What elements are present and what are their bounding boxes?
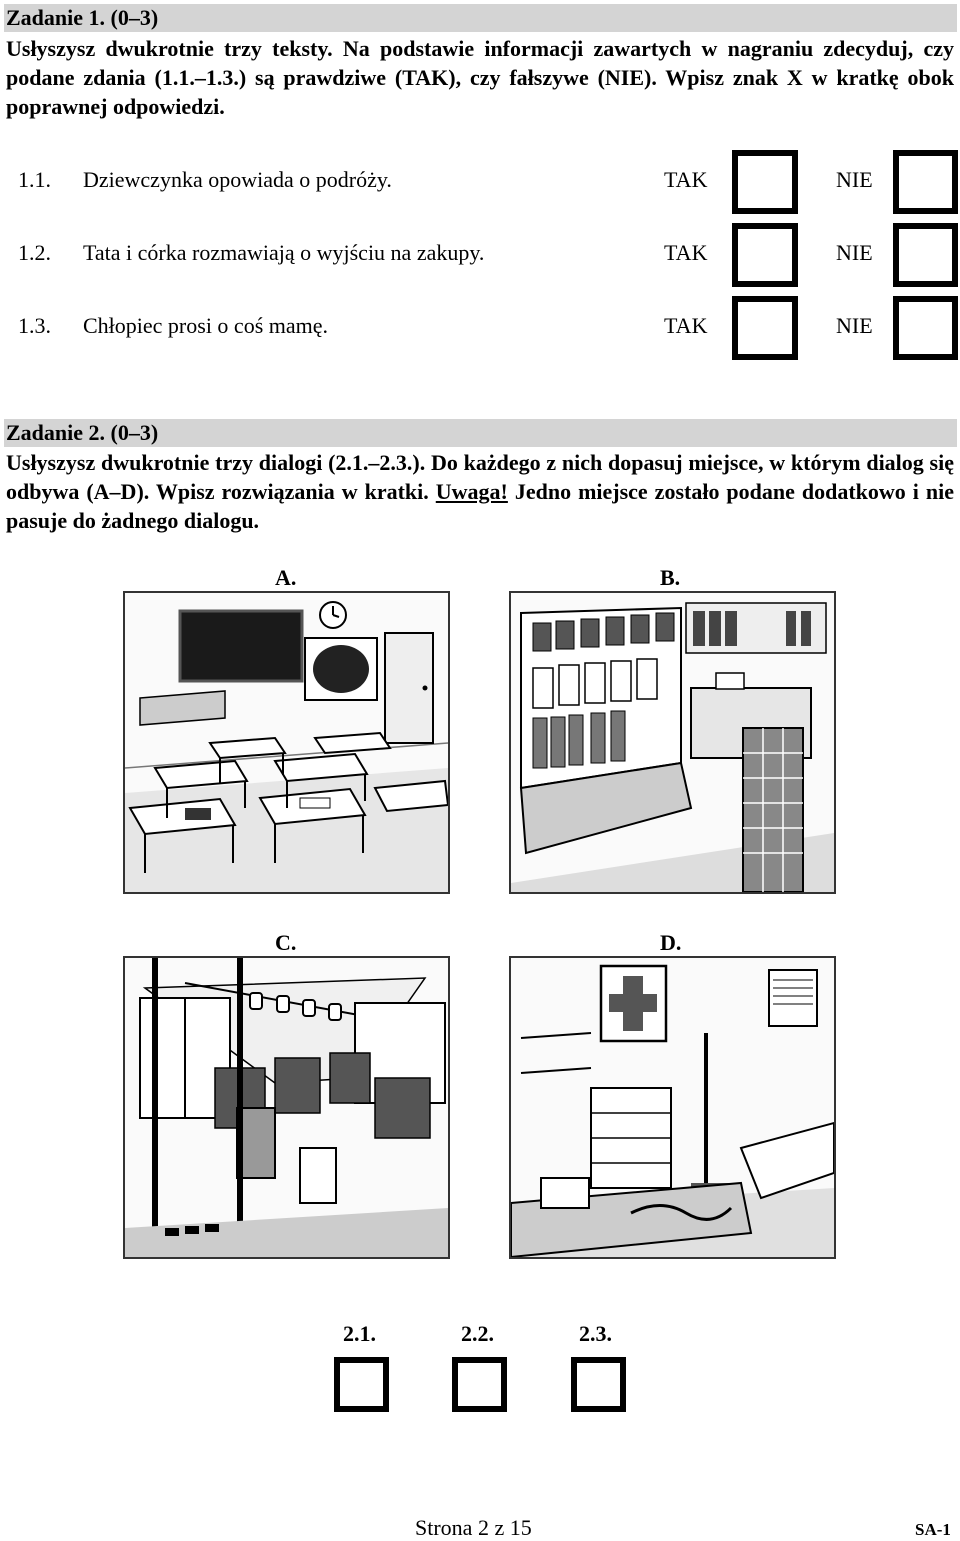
answer-box-1-2-tak[interactable]	[732, 223, 798, 287]
handle-icon	[329, 1004, 341, 1020]
book-icon	[185, 808, 211, 820]
bus-illustration	[125, 958, 448, 1257]
picture-label-b: B.	[660, 565, 681, 590]
task1-instruction: Usłyszysz dwukrotnie trzy teksty. Na podstawie informacji zawartych w nagraniu zdecyduj, czy podane zdania (1.1.–1.3.) są prawdziwe (TAK), czy fałszywe (NIE). Wpisz znak X w kratkę obok poprawnej odpowiedzi.	[6, 36, 954, 119]
shop-illustration	[511, 593, 834, 892]
answer-box-1-1-nie[interactable]	[893, 150, 958, 214]
book-icon	[300, 798, 330, 808]
statement-number: 1.1.	[18, 167, 51, 192]
answer-box-1-1-tak[interactable]	[732, 150, 798, 214]
picture-label-c: C.	[275, 930, 297, 955]
picture-classroom	[123, 591, 450, 894]
blackboard	[180, 611, 302, 681]
nie-label: NIE	[836, 167, 873, 192]
warning-text: Uwaga!	[435, 479, 508, 504]
ticket-validator	[300, 1148, 336, 1203]
answer-box-2-2[interactable]	[452, 1357, 507, 1412]
tak-label: TAK	[664, 313, 708, 338]
handle-icon	[303, 1000, 315, 1016]
task2-instruction	[6, 448, 954, 535]
statement-1-3	[0, 293, 960, 363]
statement-1-1	[0, 147, 960, 217]
bus-seat	[275, 1058, 320, 1113]
window	[769, 970, 817, 1026]
statement-text: Dziewczynka opowiada o podróży.	[83, 167, 392, 192]
statement-text: Chłopiec prosi o coś mamę.	[83, 313, 329, 338]
bus-seat	[375, 1078, 430, 1138]
statement-number: 1.3.	[18, 313, 51, 338]
tak-label: TAK	[664, 167, 708, 192]
answer-label-2-3: 2.3.	[579, 1321, 612, 1346]
answer-box-1-3-tak[interactable]	[732, 296, 798, 360]
picture-label-a: A.	[275, 565, 297, 590]
answer-box-2-1[interactable]	[334, 1357, 389, 1412]
computer-monitor	[541, 1178, 589, 1208]
answer-box-2-3[interactable]	[571, 1357, 626, 1412]
answer-label-2-1: 2.1.	[343, 1321, 376, 1346]
task1-header: Zadanie 1. (0–3)	[4, 4, 957, 32]
handle-icon	[277, 996, 289, 1012]
picture-bus-interior	[123, 956, 450, 1259]
doctors-office-illustration	[511, 958, 834, 1257]
statement-text: Tata i córka rozmawiają o wyjściu na zakupy.	[83, 240, 485, 265]
classroom-illustration	[125, 593, 448, 892]
picture-stationery-shop	[509, 591, 836, 894]
page-number: Strona 2 z 15	[415, 1515, 532, 1540]
instruction-text-continued: Jedno miejsce zostało podane dodatkowo i nie pasuje do żadnego dialogu.	[6, 479, 954, 533]
statement-1-2	[0, 220, 960, 290]
exam-code: SA-1	[915, 1520, 951, 1539]
instruction-text: Usłyszysz dwukrotnie trzy dialogi (2.1.–2.3.). Do każdego z nich dopasuj miejsce, w którym dialog się odbywa (A–D). Wpisz rozwiązania w kratki.	[6, 450, 954, 504]
cash-register-icon	[716, 673, 744, 689]
picture-label-d: D.	[660, 930, 682, 955]
picture-doctors-office	[509, 956, 836, 1259]
tak-label: TAK	[664, 240, 708, 265]
bus-seat	[330, 1053, 370, 1103]
nie-label: NIE	[836, 313, 873, 338]
handle-icon	[250, 993, 262, 1009]
answer-box-1-2-nie[interactable]	[893, 223, 958, 287]
statement-number: 1.2.	[18, 240, 51, 265]
answer-label-2-2: 2.2.	[461, 1321, 494, 1346]
answer-box-1-3-nie[interactable]	[893, 296, 958, 360]
nie-label: NIE	[836, 240, 873, 265]
task2-header: Zadanie 2. (0–3)	[4, 419, 957, 447]
